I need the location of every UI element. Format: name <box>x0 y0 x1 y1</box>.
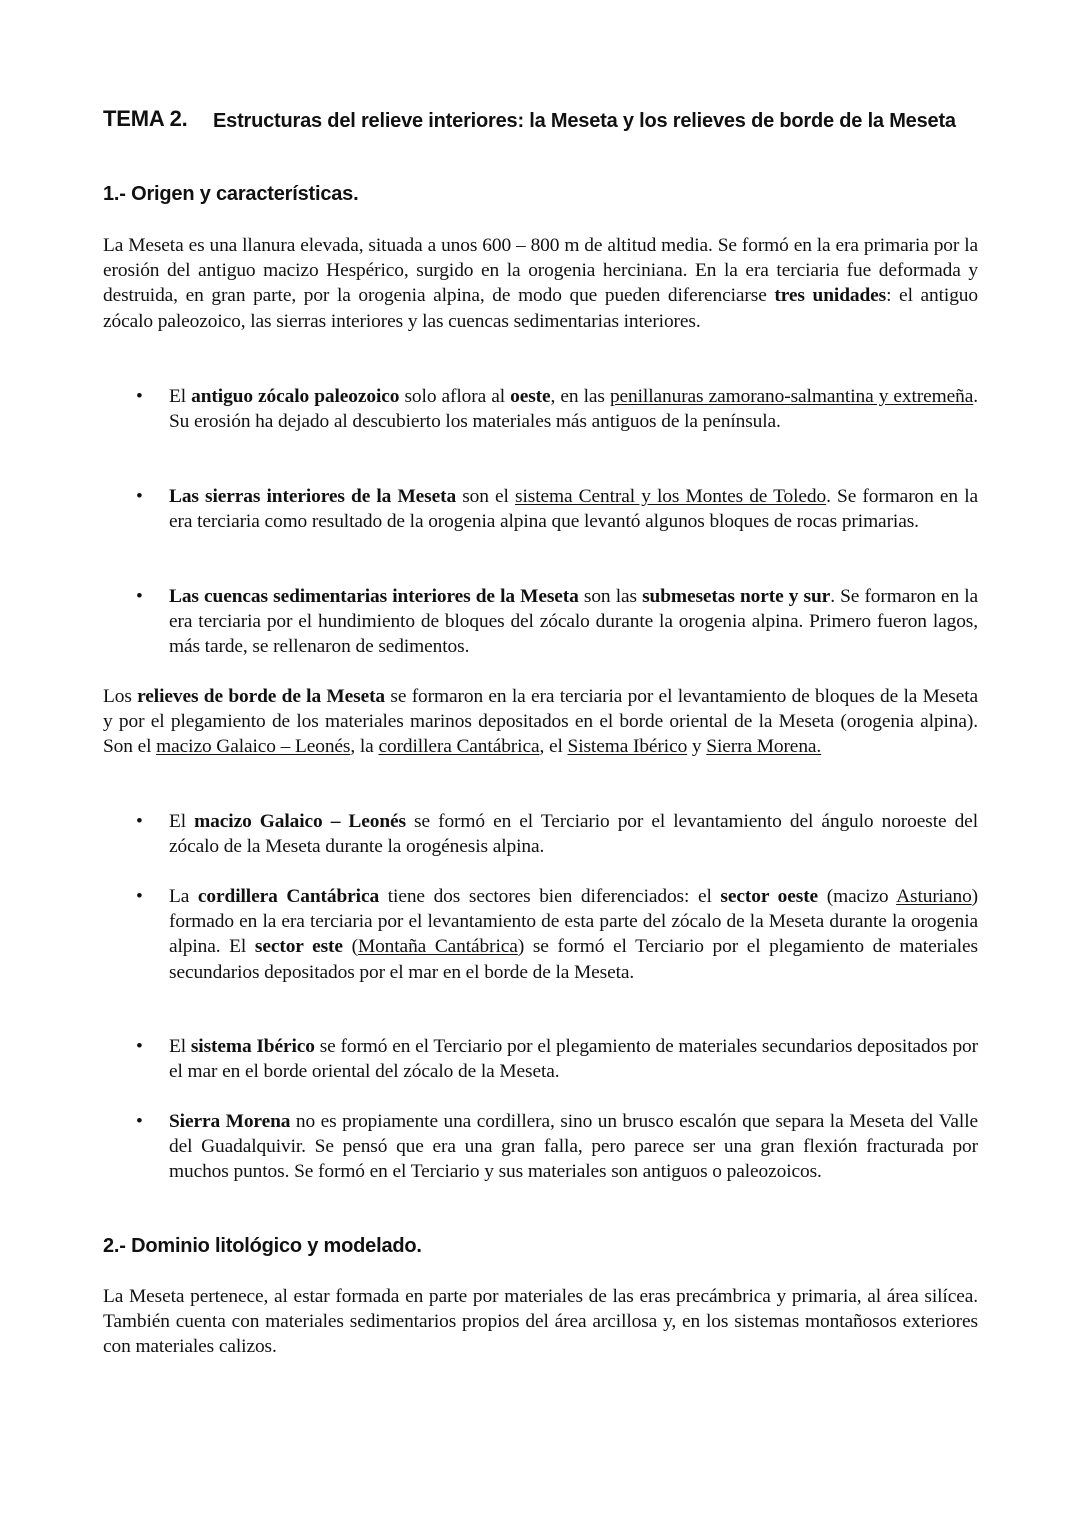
bold-term: cordillera Cantábrica <box>197 886 380 907</box>
list-item-iberico <box>103 1034 978 1084</box>
text-run: , en las <box>550 386 610 407</box>
bold-term: sector oeste <box>720 886 819 907</box>
bold-term: macizo Galaico – Leonés <box>194 811 406 832</box>
bold-term: relieves de borde de la Meseta <box>137 686 386 707</box>
text-run: , el <box>539 736 568 758</box>
bold-term: Las sierras interiores de la Meseta <box>169 486 457 507</box>
bullet-icon: • <box>136 811 143 832</box>
bullet-icon: • <box>136 1111 143 1132</box>
text-run: : el antiguo zócalo paleozoico, las sierras interiores y las cuencas sedimentarias interiores. <box>103 285 978 332</box>
text-run: ) formado en la era terciaria por el levantamiento de esta parte del zócalo de la Meseta durante la orogenia alpina. El <box>169 886 979 958</box>
text-run: son el <box>456 486 516 507</box>
topic-title: Estructuras del relieve interiores: la Meseta y los relieves de borde de la Meseta <box>213 110 956 132</box>
text-run: ) se formó el Terciario por el plegamiento de materiales secundarios depositados por el mar en el borde de la Meseta. <box>169 936 978 983</box>
underlined-term: Sierra Morena. <box>706 736 822 758</box>
text-run: , la <box>350 736 379 758</box>
text-run: se formaron en la era terciaria por el levantamiento de bloques de la Meseta y por el plegamiento de los materiales marinos depositados en el borde oriental de la Meseta (orogenia alpina). Son el <box>103 686 978 758</box>
list-item-sierras-interiores <box>103 484 978 534</box>
bullet-icon: • <box>136 886 143 907</box>
intro-paragraph <box>103 233 978 334</box>
text-run: solo aflora al <box>399 386 511 407</box>
text-run: El <box>169 811 195 832</box>
text-run: (macizo <box>818 886 897 907</box>
topic-label: TEMA 2. <box>103 106 188 131</box>
list-item-cuencas <box>103 584 978 660</box>
list-item-sierra-morena <box>103 1109 978 1185</box>
bullet-icon: • <box>136 586 143 607</box>
underlined-term: cordillera Cantábrica <box>378 736 540 758</box>
text-run: El <box>169 386 192 407</box>
text-run: ( <box>342 936 358 958</box>
underlined-term: Montaña Cantábrica <box>357 936 518 958</box>
bold-term: sistema Ibérico <box>190 1036 315 1057</box>
underlined-term: sistema Central y los Montes de Toledo <box>515 486 827 507</box>
text-run: La Meseta es una llanura elevada, situada a unos 600 – 800 m de altitud media. Se formó en la era primaria por la erosión del antiguo macizo Hespérico, surgido en la orogenia herciniana. En la era terciaria fue deformada y destruida, en gran parte, por la orogenia alpina, de modo que pueden diferenciarse <box>103 235 978 307</box>
list-item-zocalo <box>103 384 978 434</box>
bold-term: sector este <box>254 936 343 958</box>
underlined-term: penillanuras zamorano-salmantina y extremeña <box>609 386 974 407</box>
bold-term: Las cuencas sedimentarias interiores de la Meseta <box>169 586 579 607</box>
bullet-icon: • <box>136 386 143 407</box>
text-run: se formó en el Terciario por el plegamiento de materiales secundarios depositados por el mar en el borde oriental del zócalo de la Meseta. <box>169 1036 978 1083</box>
text-run: y <box>687 736 707 758</box>
text-run: La <box>169 886 198 907</box>
bold-term: antiguo zócalo paleozoico <box>191 386 400 407</box>
text-run: se formó en el Terciario por el levantamiento del ángulo noroeste del zócalo de la Meseta durante la orogénesis alpina. <box>169 811 978 858</box>
section-heading-origen: 1.- Origen y características. <box>103 183 359 205</box>
text-run: no es propiamente una cordillera, sino un brusco escalón que separa la Meseta del Valle del Guadalquivir. Se pensó que era una gran falla, pero parece ser una gran flexión fracturada por muchos puntos. Se formó en el Terciario y sus materiales son antiguos o paleozoicos. <box>169 1111 978 1183</box>
bullet-icon: • <box>136 486 143 507</box>
text-run: son las <box>578 586 643 607</box>
text-run: . Se formaron en la era terciaria como resultado de la orogenia alpina que levantó algunos bloques de rocas primarias. <box>169 486 978 533</box>
list-item-galaico-leones <box>103 809 978 859</box>
dominio-paragraph: La Meseta pertenece, al estar formada en parte por materiales de las eras precámbrica y primaria, al área silícea. También cuenta con materiales sedimentarios propios del área arcillosa y, en los sistemas montañosos exteriores con materiales calizos. <box>103 1286 978 1358</box>
underlined-term: Sistema Ibérico <box>567 736 688 758</box>
text-run: . Su erosión ha dejado al descubierto los materiales más antiguos de la península. <box>169 386 978 433</box>
text-run: . Se formaron en la era terciaria por el hundimiento de bloques del zócalo durante la orogenia alpina. Primero fueron lagos, más tarde, se rellenaron de sedimentos. <box>169 586 979 658</box>
borders-paragraph <box>103 684 978 760</box>
bold-term: submesetas norte y sur <box>642 586 831 607</box>
bold-term: tres unidades <box>774 285 887 307</box>
text-run: Los <box>103 686 138 707</box>
section-heading-dominio: 2.- Dominio litológico y modelado. <box>103 1235 422 1257</box>
bold-term: Sierra Morena <box>169 1111 291 1132</box>
underlined-term: macizo Galaico – Leonés <box>156 736 351 758</box>
text-run: tiene dos sectores bien diferenciados: el <box>379 886 721 907</box>
underlined-term: Asturiano <box>896 886 972 907</box>
bullet-icon: • <box>136 1036 143 1057</box>
bold-term: oeste <box>510 386 551 407</box>
list-item-cantabrica <box>103 884 978 985</box>
text-run: El <box>169 1036 191 1057</box>
